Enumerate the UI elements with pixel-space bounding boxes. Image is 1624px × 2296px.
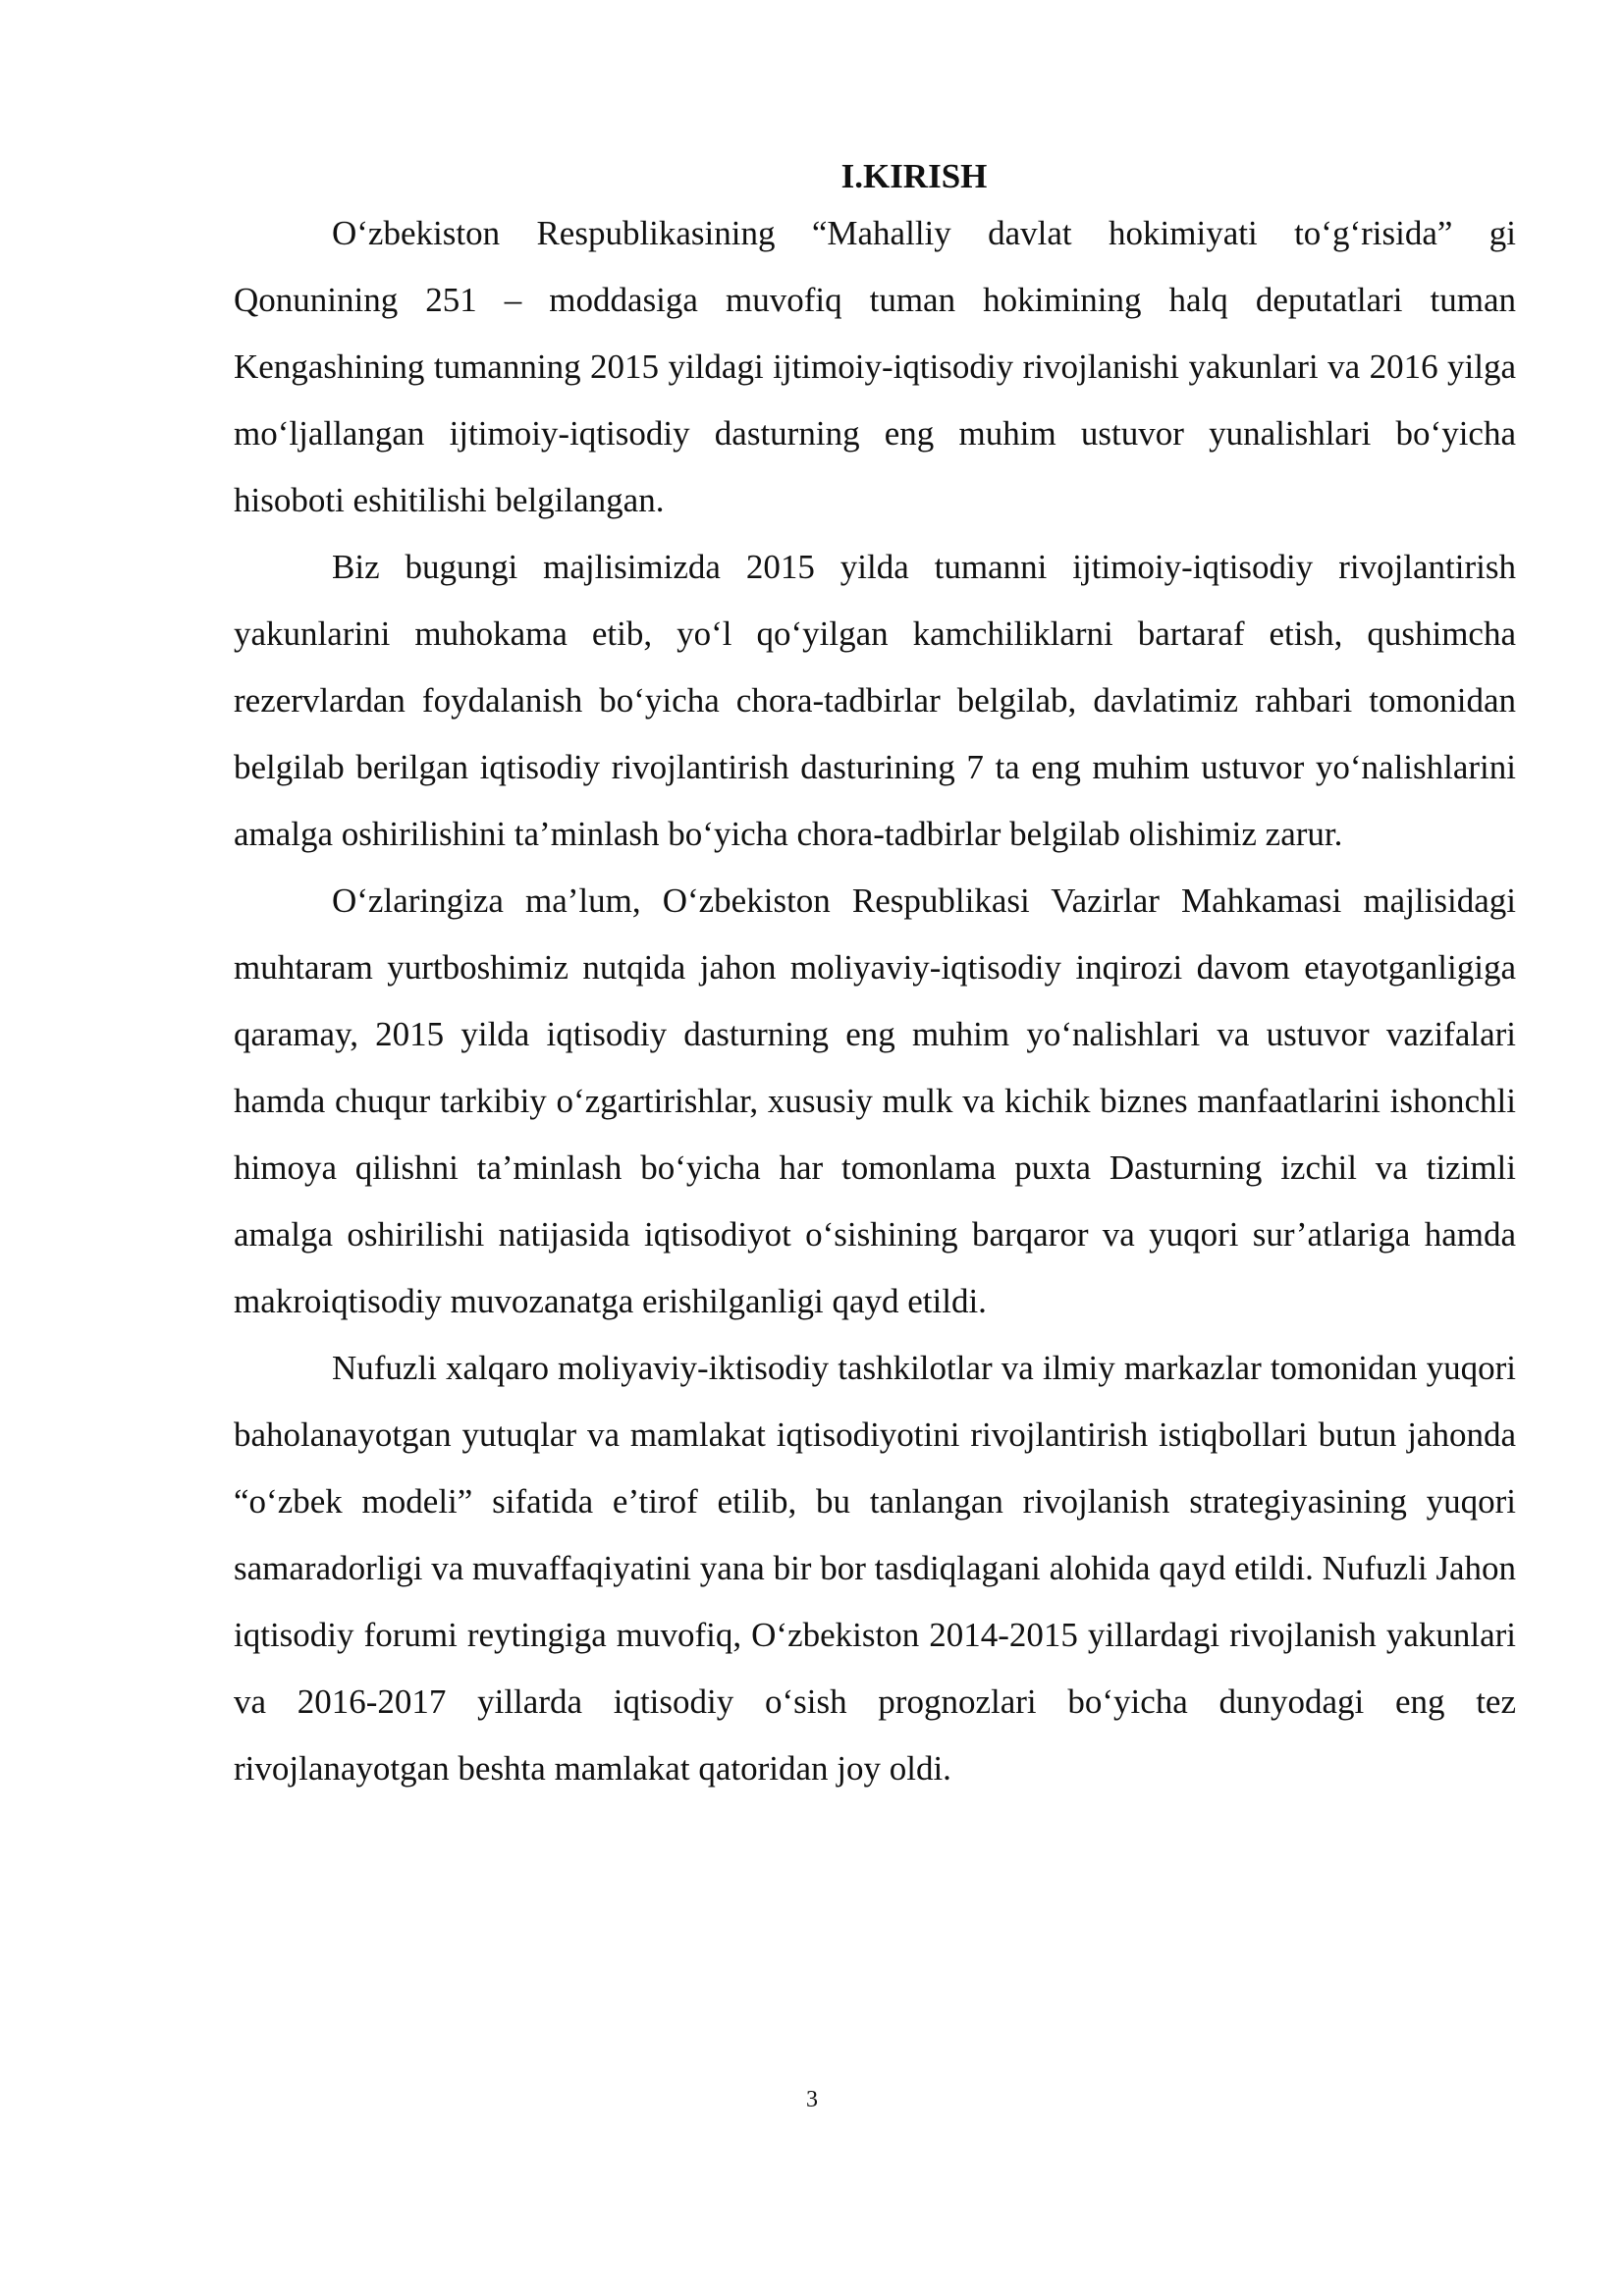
section-title: I.KIRISH bbox=[840, 157, 988, 195]
paragraph-2: Biz bugungi majlisimizda 2015 yilda tumanni ijtimoiy-iqtisodiy rivojlantirish yakunlarini muhokama etib, yo‘l qo‘yilgan kamchiliklarni bartaraf etish, qushimcha rezervlardan foydalanish bo‘yicha chora-tadbirlar belgilab, davlatimiz rahbari tomonidan belgilab berilgan iqtisodiy rivojlantirish dasturining 7 ta eng muhim ustuvor yo‘nalishlarini amalga oshirilishini ta’minlash bo‘yicha chora-tadbirlar belgilab olishimiz zarur. bbox=[234, 548, 1516, 853]
paragraph-3: O‘zlaringiza ma’lum, O‘zbekiston Respublikasi Vazirlar Mahkamasi majlisidagi muhtaram yurtboshimiz nutqida jahon moliyaviy-iqtisodiy inqirozi davom etayotganligiga qaramay, 2015 yilda iqtisodiy dasturning eng muhim yo‘nalishlari va ustuvor vazifalari hamda chuqur tarkibiy o‘zgartirishlar, xususiy mulk va kichik biznes manfaatlarini ishonchli himoya qilishni ta’minlash bo‘yicha har tomonlama puxta Dasturning izchil va tizimli amalga oshirilishi natijasida iqtisodiyot o‘sishining barqaror va yuqori sur’atlariga hamda makroiqtisodiy muvozanatga erishilganligi qayd etildi. bbox=[234, 881, 1516, 1320]
paragraph-4: Nufuzli xalqaro moliyaviy-iktisodiy tashkilotlar va ilmiy markazlar tomonidan yuqori baholanayotgan yutuqlar va mamlakat iqtisodiyotini rivojlantirish istiqbollari butun jahonda “o‘zbek modeli” sifatida e’tirof etilib, bu tanlangan rivojlanish strategiyasining yuqori samaradorligi va muvaffaqiyatini yana bir bor tasdiqlagani alohida qayd etildi. Nufuzli Jahon iqtisodiy forumi reytingiga muvofiq, O‘zbekiston 2014-2015 yillardagi rivojlanish yakunlari va 2016-2017 yillarda iqtisodiy o‘sish prognozlari bo‘yicha dunyodagi eng tez rivojlanayotgan beshta mamlakat qatoridan joy oldi. bbox=[234, 1349, 1516, 1788]
page-number: 3 bbox=[806, 2087, 818, 2112]
paragraph-1: O‘zbekiston Respublikasining “Mahalliy davlat hokimiyati to‘g‘risida” gi Qonunining 251 – moddasiga muvofiq tuman hokimining halq deputatlari tuman Kengashining tumanning 2015 yildagi ijtimoiy-iqtisodiy rivojlanishi yakunlari va 2016 yilga mo‘ljallangan ijtimoiy-iqtisodiy dasturning eng muhim ustuvor yunalishlari bo‘yicha hisoboti eshitilishi belgilangan. bbox=[234, 214, 1516, 519]
page-body bbox=[234, 153, 1516, 1802]
